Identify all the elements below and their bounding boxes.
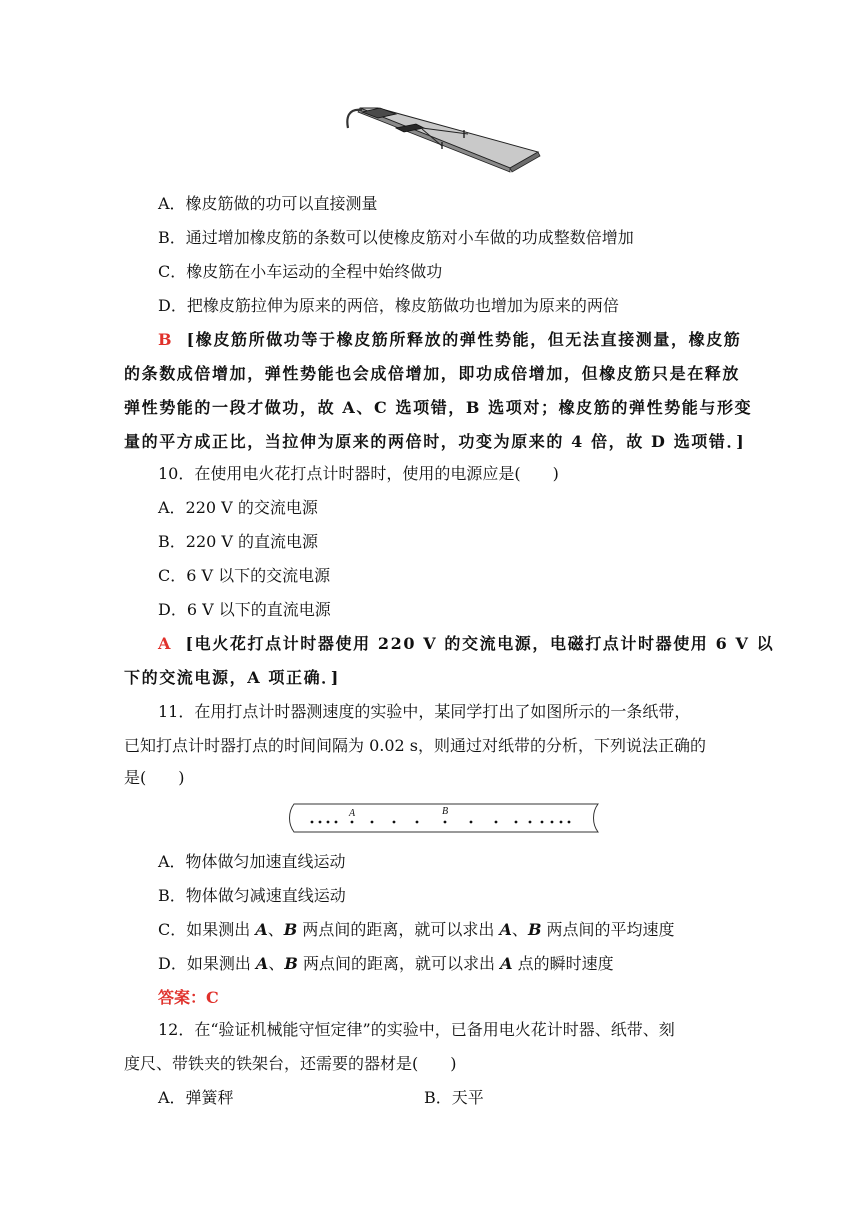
- q11-option-a: A．物体做匀加速直线运动: [158, 852, 346, 871]
- q10-explanation-line-2: 下的交流电源，A 项正确．]: [124, 668, 340, 687]
- q10-option-c: C．6 V 以下的交流电源: [158, 566, 331, 585]
- rubber-band-cart-figure: [338, 104, 544, 176]
- q12-stem-line-2: 度尺、带铁夹的铁架台，还需要的器材是( ): [124, 1054, 457, 1073]
- q12-option-a: A．弹簧秤: [158, 1088, 234, 1107]
- q11-answer: 答案：C: [158, 988, 219, 1007]
- q9-explanation-line-4: 量的平方成正比，当拉伸为原来的两倍时，功变为原来的 4 倍，故 D 选项错．]: [124, 432, 746, 451]
- q9-answer-letter: B: [158, 330, 172, 349]
- tape-label-b: B: [442, 806, 449, 817]
- q10-answer-letter: A: [158, 634, 171, 653]
- q11-stem-line-1: 11．在用打点计时器测速度的实验中，某同学打出了如图所示的一条纸带，: [158, 702, 691, 721]
- q9-explanation-text: [橡皮筋所做功等于橡皮筋所释放的弹性势能，但无法直接测量，橡皮筋: [186, 330, 742, 349]
- q9-option-a: A．橡皮筋做的功可以直接测量: [158, 194, 378, 213]
- q10-option-a: A．220 V 的交流电源: [158, 498, 318, 517]
- q10-option-d: D．6 V 以下的直流电源: [158, 600, 331, 619]
- q10-explanation-line-1: [158, 634, 774, 654]
- q12-option-b: B．天平: [424, 1088, 484, 1107]
- q9-explanation-line-3: 弹性势能的一段才做功，故 A、C 选项错，B 选项对；橡皮筋的弹性势能与形变: [124, 398, 753, 417]
- q11-stem-line-3: 是( ): [124, 768, 185, 787]
- q12-stem-line-1: 12．在“验证机械能守恒定律”的实验中，已备用电火花计时器、纸带、刻: [158, 1020, 675, 1039]
- q9-explanation-line-2: 的条数成倍增加，弹性势能也会成倍增加，即功成倍增加，但橡皮筋只是在释放: [124, 364, 741, 383]
- q11-option-c: C．如果测出 A、B 两点间的距离，就可以求出 A、B 两点间的平均速度: [158, 920, 675, 939]
- q10-option-b: B．220 V 的直流电源: [158, 532, 319, 551]
- q9-explanation-line-1: [158, 330, 741, 350]
- q9-option-b: B．通过增加橡皮筋的条数可以使橡皮筋对小车做的功成整数倍增加: [158, 228, 634, 247]
- q11-option-b: B．物体做匀减速直线运动: [158, 886, 346, 905]
- q10-stem: 10．在使用电火花打点计时器时，使用的电源应是( ): [158, 464, 559, 483]
- q9-option-d: D．把橡皮筋拉伸为原来的两倍，橡皮筋做功也增加为原来的两倍: [158, 296, 619, 315]
- q11-option-d: D．如果测出 A、B 两点间的距离，就可以求出 A 点的瞬时速度: [158, 954, 614, 973]
- q9-option-c: C．橡皮筋在小车运动的全程中始终做功: [158, 262, 443, 281]
- q10-explanation-text: [电火花打点计时器使用 220 V 的交流电源，电磁打点计时器使用 6 V 以: [185, 634, 775, 653]
- q11-stem-line-2: 已知打点计时器打点的时间间隔为 0.02 s，则通过对纸带的分析，下列说法正确的: [124, 736, 707, 755]
- tape-label-a: A: [349, 808, 356, 819]
- paper-tape-figure: [286, 802, 604, 834]
